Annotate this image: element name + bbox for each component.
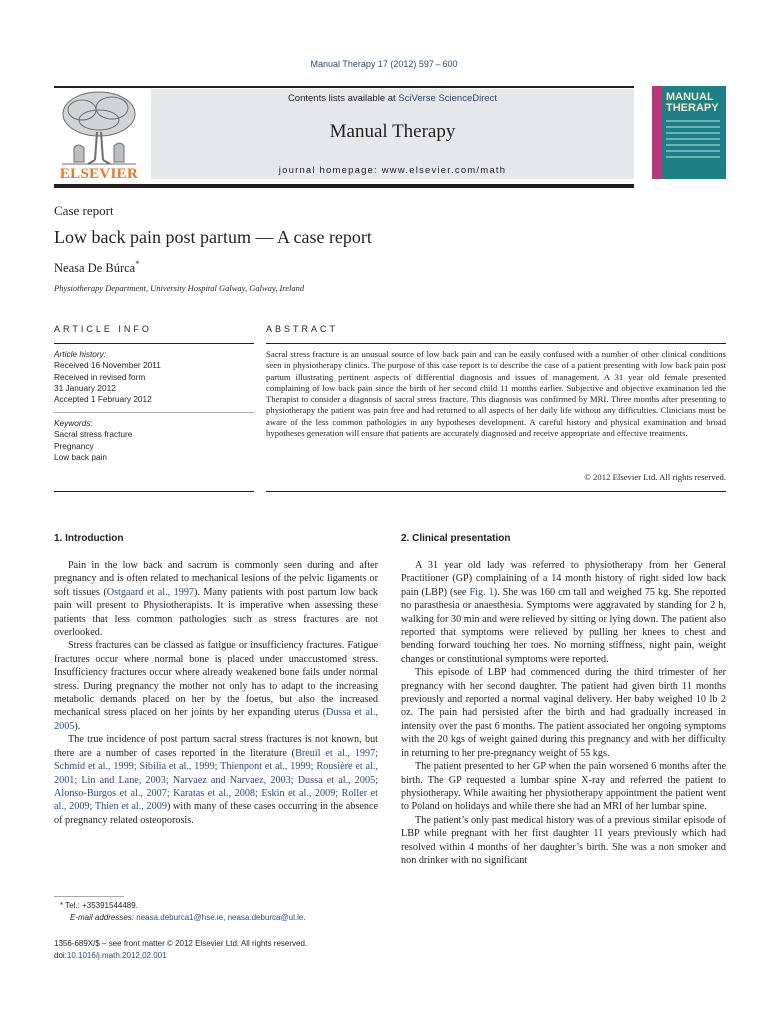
reference-link[interactable]: Breuil et al., 1997; Schmid et al., 1999; Sibilia et al., 1999; Thienpont et al., 1999; Rousière et al., 2001; Lin and Lane, 2003; Narvaez and Narvaez, 2003; Dussa et al., 2005; Alonso-Burgos et al., 2007; Karatas et al., 2008; Eskin et al., 2009; Roller et al., 2009; Thien et al., 2009 xyxy=(54,747,379,813)
doi-line: doi:10.1016/j.math.2012.02.001 xyxy=(54,950,167,960)
email-link[interactable]: neasa.deburca1@hse.ie xyxy=(136,913,224,922)
section-heading-clinical-presentation: 2. Clinical presentation xyxy=(401,533,511,544)
history-line: Received in revised form xyxy=(54,371,146,382)
author-footnote-mark[interactable]: * xyxy=(135,259,140,269)
paragraph: The patient’s only past medical history was of a previous similar episode of LBP while pregnant with her first daughter 11 years previously which had resolved within 4 months of her daughter’s birth. She was a non smoker and non drinker with no significant xyxy=(401,814,726,866)
footnote-tel: * Tel.: +35391544489. xyxy=(60,901,138,910)
front-matter xyxy=(54,938,384,961)
paragraph: A 31 year old lady was referred to physiotherapy from her General Practitioner (GP) complaining of a 14 month history of right sided low back pain (LBP) (see Fig. 1). She was 160 cm tall and weighed 75 kg. She reported no parasthesia or anaesthesia. Symptoms were aggravated by standing for 2 h, walking for 30 min and were relieved by sitting or lying down. The patient also reported that symptoms were relieved by pulling her knees to chest and bending forward touching her toes. No morning stiffness, night pain, weight changes or constitutional symptoms were reported. xyxy=(401,560,726,665)
history-line: Received 16 November 2011 xyxy=(54,360,161,371)
reference-link[interactable]: Dussa et al., 2005 xyxy=(54,707,378,732)
abstract-heading: ABSTRACT xyxy=(266,324,339,334)
keyword: Sacral stress fracture xyxy=(54,429,133,440)
cover-title-line2: THERAPY xyxy=(666,102,719,114)
paragraph: This episode of LBP had commenced during the third trimester of her pregnancy with her second daughter. The patient had given birth 11 months previously and reported a normal vaginal delivery. Her baby weighed 10 lb 2 oz. The pain had persisted after the birth and had gradually increased in intensity over the past 6 months. The patient associated her ongoing symptoms with the 20 kgs of weight gained during this pregnancy and with her difficulty in returning to her pre-pregnancy weight of 55 kgs. xyxy=(401,667,726,759)
history-keywords-divider xyxy=(54,412,254,413)
cover-stripe xyxy=(652,86,662,179)
keyword: Pregnancy xyxy=(54,440,94,451)
article-history xyxy=(54,349,254,405)
article-info-rule xyxy=(54,343,254,344)
paragraph: The patient presented to her GP when the pain worsened 6 months after the birth. The GP requested a lumbar spine X-ray and referred the patient to physiotherapy. While awaiting her physiotherapy appointment the patient went to Poland on holidays and while there she had an MRI of her lumbar spine. xyxy=(401,761,726,813)
paragraph: Stress fractures can be classed as fatigue or insufficiency fractures. Fatigue fractures occur where normal bone is placed under unaccustomed stress. Insufficiency fractures occur where already weakened bone fails under normal stress. During pregnancy the mother not only has to adapt to the increasing metabolic demands placed on her by the foetus, but also the increased mechanical stress placed on her joints by her expanding uterus (Dussa et al., 2005). xyxy=(54,640,378,732)
journal-cover-thumbnail xyxy=(652,86,726,179)
header-bottom-rule xyxy=(54,184,634,188)
history-line: 31 January 2012 xyxy=(54,382,116,393)
publisher-wordmark: ELSEVIER xyxy=(59,166,139,182)
author-footnote xyxy=(60,900,380,924)
elsevier-tree-icon xyxy=(54,88,144,166)
article-type: Case report xyxy=(54,203,114,218)
reference-link[interactable]: Ostgaard et al., 1997 xyxy=(106,586,195,598)
abstract-copyright: © 2012 Elsevier Ltd. All rights reserved. xyxy=(584,472,726,482)
journal-homepage[interactable]: journal homepage: www.elsevier.com/math xyxy=(278,165,507,176)
keywords-block xyxy=(54,418,254,463)
journal-header-box xyxy=(151,89,634,179)
author-affiliation: Physiotherapy Department, University Hospital Galway, Galway, Ireland xyxy=(54,283,305,293)
article-info-heading: ARTICLE INFO xyxy=(54,324,152,334)
history-line: Accepted 1 February 2012 xyxy=(54,394,152,405)
section-heading-introduction: 1. Introduction xyxy=(54,533,124,544)
journal-citation: Manual Therapy 17 (2012) 597 – 600 xyxy=(310,59,458,69)
cover-title-line1: MANUAL xyxy=(666,91,714,103)
abstract-text: Sacral stress fracture is an unusual source of low back pain and can be easily confused with a number of other clinical conditions seen in physiotherapy clinics. The purpose of this case report is to describe the case of a patient presenting with low back pain post partum illustrating pertinent aspects of differential diagnosis and issues of management. A 31 year old female presented complaining of low back pain since the birth of her second child 11 months earlier. Subjective and objective examination led the Therapist to consider a diagnosis of sacral stress fracture. This diagnosis was confirmed by MRI. Three months after presenting to physiotherapy the patient was pain free and had returned to all aspects of her daily life without any difficulties. Clinicians must be aware of the less common pathologies in any hypotheses development. A careful history and physical examination and broad hypotheses generation will ensure that patients are accurately diagnosed and receive appropriate and effective treatments. xyxy=(266,349,726,438)
issn-line: 1356-689X/$ – see front matter © 2012 Elsevier Ltd. All rights reserved. xyxy=(54,939,308,948)
figure-link[interactable]: Fig. 1 xyxy=(469,586,494,598)
sciencedirect-link[interactable]: SciVerse ScienceDirect xyxy=(398,93,498,104)
abstract-bottom-rule xyxy=(266,491,726,492)
doi-link[interactable]: 10.1016/j.math.2012.02.001 xyxy=(66,950,167,960)
contents-prefix: Contents lists available at xyxy=(287,93,399,104)
footnote-rule xyxy=(54,896,124,897)
author-line xyxy=(54,259,140,276)
article-title: Low back pain post partum — A case report xyxy=(54,227,372,247)
elsevier-logo xyxy=(54,88,144,183)
paragraph: The true incidence of post partum sacral stress fractures is not known, but there are a number of cases reported in the literature (Breuil et al., 1997; Schmid et al., 1999; Sibilia et al., 1999; Thienpont et al., 1999; Rousière et al., 2001; Lin and Lane, 2003; Narvaez and Narvaez, 2003; Dussa et al., 2005; Alonso-Burgos et al., 2007; Karatas et al., 2008; Eskin et al., 2009; Roller et al., 2009; Thien et al., 2009) with many of these cases occurring in the absence of pregnancy related osteoporosis. xyxy=(54,734,379,826)
cover-title xyxy=(666,92,719,114)
keyword: Low back pain xyxy=(54,451,108,462)
paragraph: Pain in the low back and sacrum is commonly seen during and after pregnancy and is often related to mechanical lesions of the pelvic ligaments or soft tissues (Ostgaard et al., 1997). Many patients with post partum low back pain will present to Physiotherapists. It is imperative when assessing these patients that less common pathologies such as stress fractures are not overlooked. xyxy=(54,560,379,639)
article-info-bottom-rule xyxy=(54,491,254,492)
contents-line xyxy=(151,93,634,104)
author-name: Neasa De Búrca xyxy=(54,261,136,276)
clinical-presentation-body xyxy=(401,559,726,867)
email-link[interactable]: neasa.deburca@ul.ie xyxy=(227,913,304,922)
keywords-label: Keywords: xyxy=(54,418,93,428)
history-label: Article history: xyxy=(54,349,107,359)
journal-name: Manual Therapy xyxy=(329,121,456,142)
footnote-emails: E-mail addresses: neasa.deburca1@hse.ie, neasa.deburca@ul.ie. xyxy=(70,913,306,922)
abstract-rule xyxy=(266,343,726,344)
cover-text-lines xyxy=(666,120,720,162)
introduction-body xyxy=(54,559,378,827)
